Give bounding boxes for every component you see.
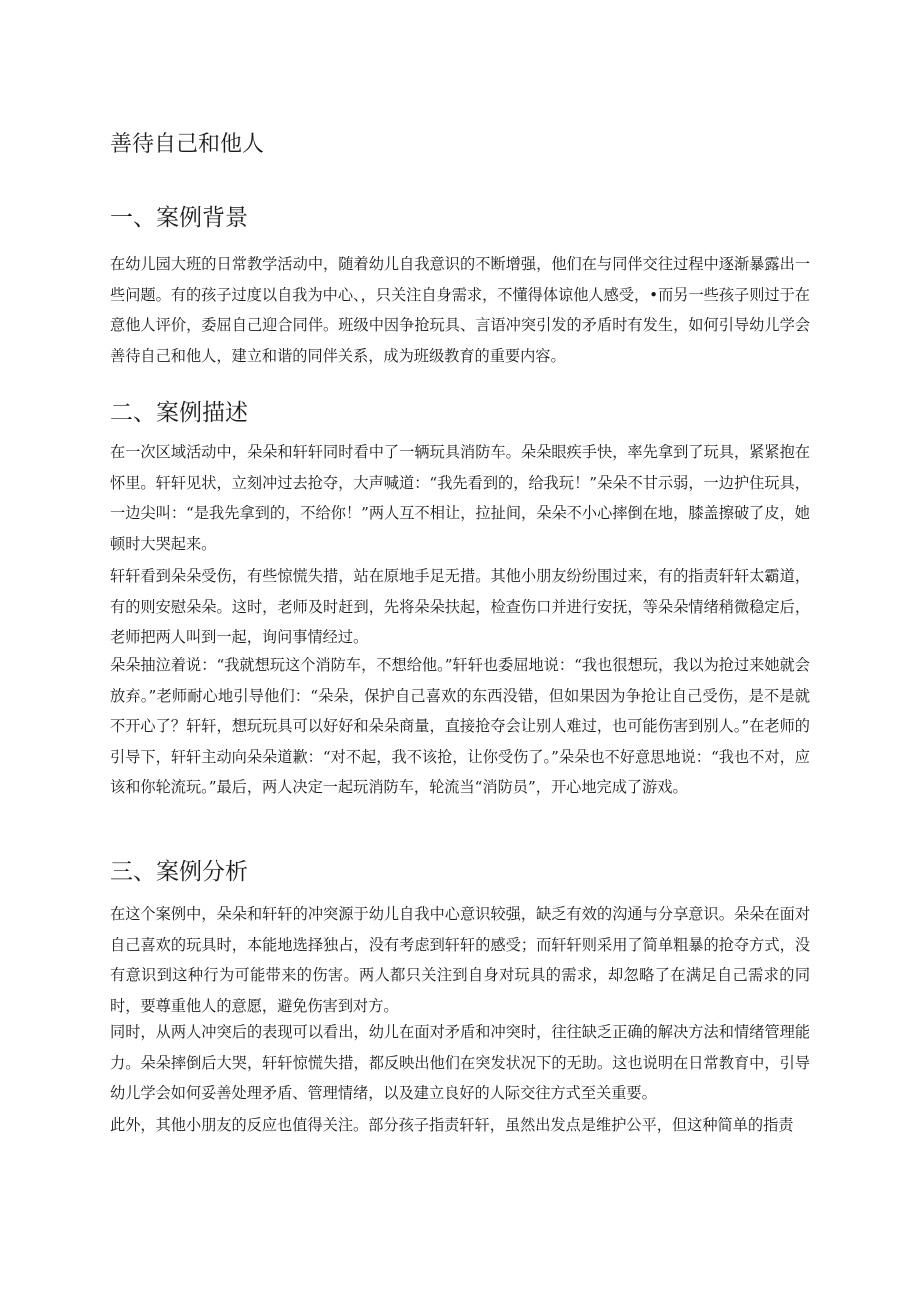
section-heading-description: 二、案例描述 bbox=[110, 400, 248, 426]
paragraph-description-1: 在一次区域活动中，朵朵和轩轩同时看中了一辆玩具消防车。朵朵眼疾手快，率先拿到了玩具，紧紧抱在怀里。轩轩见状，立刻冲过去抢夺，大声喊道：“我先看到的，给我玩！”朵朵不甘示弱，一边护住玩具，一边尖叫：“是我先拿到的，不给你！”两人互不相让，拉扯间，朵朵不小心摔倒在地，膝盖擦破了皮，她顿时大哭起来。 bbox=[110, 443, 810, 553]
section-heading-background: 一、案例背景 bbox=[110, 205, 248, 231]
paragraph-description-3: 朵朵抽泣着说：“我就想玩这个消防车，不想给他。”轩轩也委屈地说：“我也很想玩，我以为抢过来她就会放弃。”老师耐心地引导他们：“朵朵，保护自己喜欢的东西没错，但如果因为争抢让自己受伤，是不是就不开心了？轩轩，想玩玩具可以好好和朵朵商量，直接抢夺会让别人难过，也可能伤害到别人。”在老师的引导下，轩轩主动向朵朵道歉：“对不起，我不该抢，让你受伤了。”朵朵也不好意思地说：“我也不对，应该和你轮流玩。”最后，两人决定一起玩消防车，轮流当“消防员”，开心地完成了游戏。 bbox=[110, 656, 810, 796]
paragraph-analysis-3: 此外，其他小朋友的反应也值得关注。部分孩子指责轩轩，虽然出发点是维护公平，但这种简单的指责 bbox=[110, 1116, 794, 1134]
document-title: 善待自己和他人 bbox=[110, 132, 265, 157]
section-heading-analysis: 三、案例分析 bbox=[110, 859, 248, 885]
paragraph-background-1: 在幼儿园大班的日常教学活动中，随着幼儿自我意识的不断增强，他们在与同伴交往过程中逐渐暴露出一些问题。有的孩子过度以自我为中心、，只关注自身需求，不懂得体谅他人感受，•而另一些孩子则过于在意他人评价，委屈自己迎合同伴。班级中因争抢玩具、言语冲突引发的矛盾时有发生，如何引导幼儿学会善待自己和他人，建立和谐的同伴关系，成为班级教育的重要内容。 bbox=[110, 255, 810, 365]
paragraph-description-2: 轩轩看到朵朵受伤，有些惊慌失措，站在原地手足无措。其他小朋友纷纷围过来，有的指责轩轩太霸道，有的则安慰朵朵。这时，老师及时赶到，先将朵朵扶起，检查伤口并进行安抚，等朵朵情绪稍微稳定后，老师把两人叫到一起，询问事情经过。 bbox=[110, 567, 810, 646]
paragraph-analysis-1: 在这个案例中，朵朵和轩轩的冲突源于幼儿自我中心意识较强，缺乏有效的沟通与分享意识。朵朵在面对自己喜欢的玩具时，本能地选择独占，没有考虑到轩轩的感受；而轩轩则采用了简单粗暴的抢夺方式，没有意识到这种行为可能带来的伤害。两人都只关注到自身对玩具的需求，却忽略了在满足自己需求的同时，要尊重他人的意愿，避免伤害到对方。 bbox=[110, 905, 810, 1015]
paragraph-analysis-2: 同时，从两人冲突后的表现可以看出，幼儿在面对矛盾和冲突时，往往缺乏正确的解决方法和情绪管理能力。朵朵摔倒后大哭，轩轩惊慌失措，都反映出他们在突发状况下的无助。这也说明在日常教育中，引导幼儿学会如何妥善处理矛盾、管理情绪，以及建立良好的人际交往方式至关重要。 bbox=[110, 1023, 810, 1102]
